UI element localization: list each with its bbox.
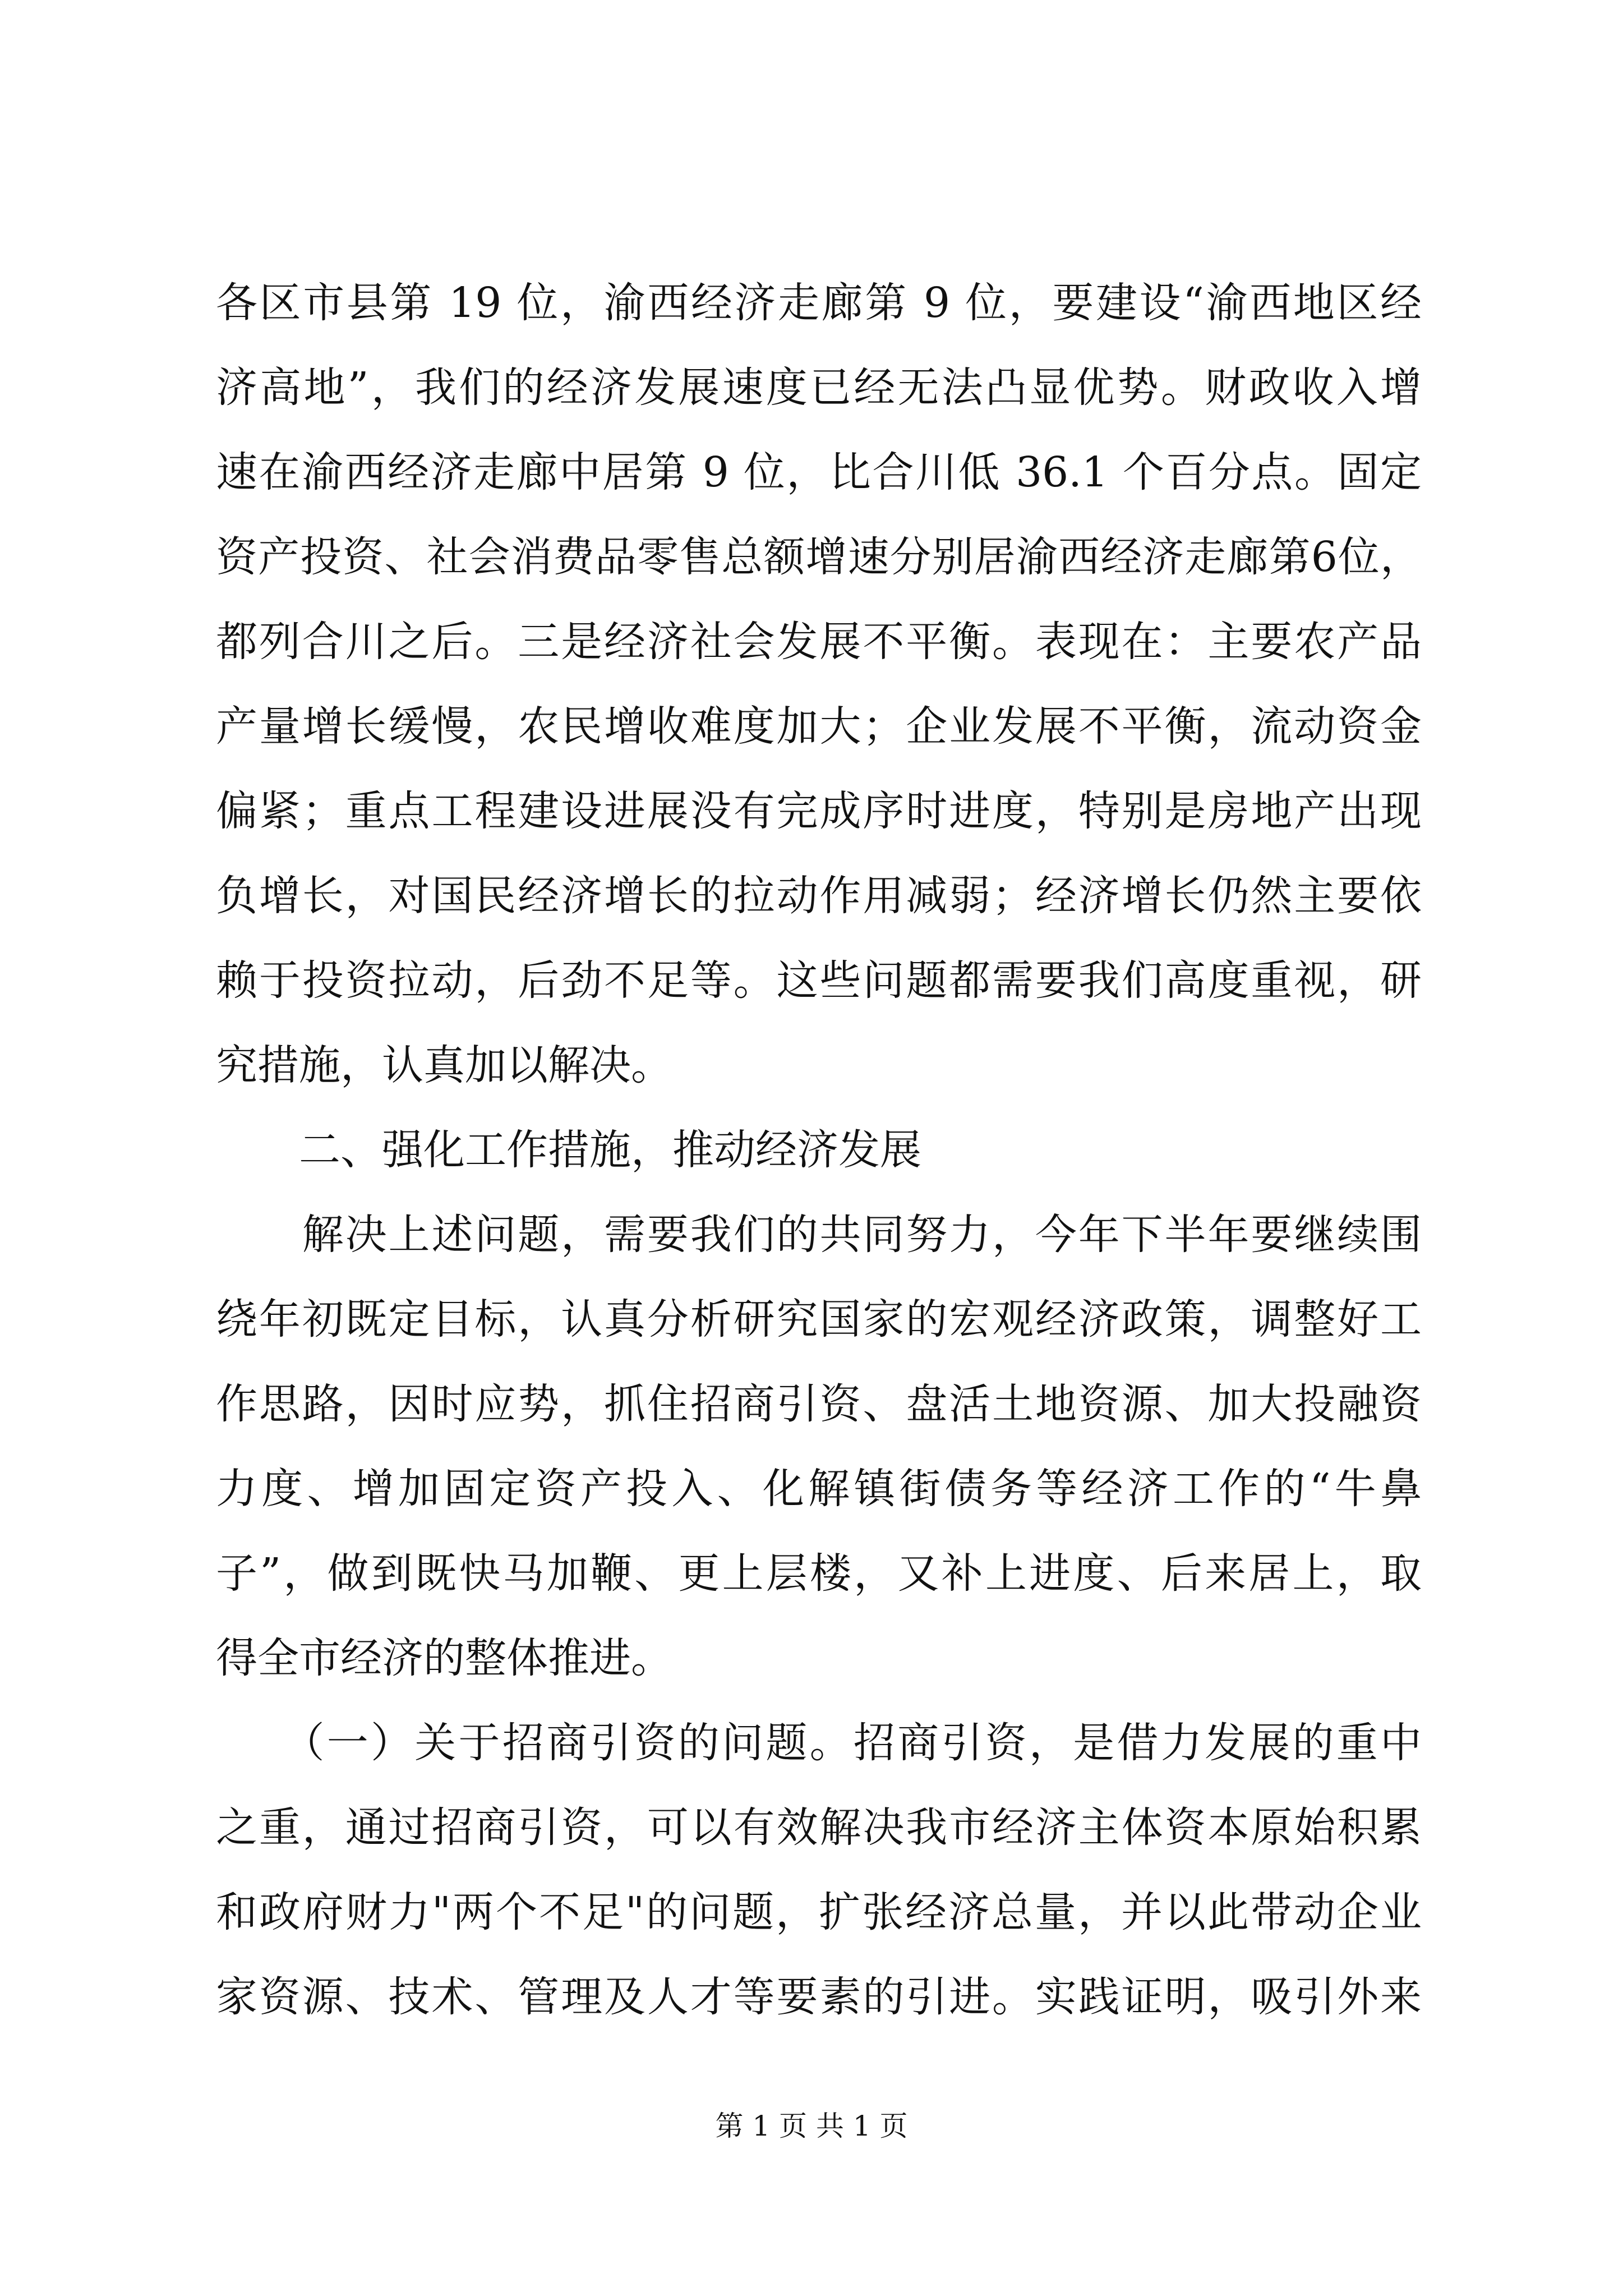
body-line-12: 解决上述问题，需要我们的共同努力，今年下半年要继续围 — [216, 1211, 1422, 1259]
body-line-8: 负增长，对国民经济增长的拉动作用减弱；经济增长仍然主要依 — [216, 872, 1422, 920]
body-line-13: 绕年初既定目标，认真分析研究国家的宏观经济政策，调整好工 — [216, 1295, 1422, 1343]
document-body — [216, 261, 1422, 2040]
body-line-17: 得全市经济的整体推进。 — [216, 1634, 672, 1682]
body-line-19: 之重，通过招商引资，可以有效解决我市经济主体资本原始积累 — [216, 1803, 1422, 1852]
body-line-5: 都列合川之后。三是经济社会发展不平衡。表现在：主要农产品 — [216, 618, 1422, 666]
body-line-7: 偏紧；重点工程建设进展没有完成序时进度，特别是房地产出现 — [216, 787, 1422, 835]
body-line-6: 产量增长缓慢，农民增收难度加大；企业发展不平衡，流动资金 — [216, 702, 1422, 751]
body-line-4: 资产投资、社会消费品零售总额增速分别居渝西经济走廊第6位， — [216, 533, 1422, 581]
section-heading: 二、强化工作措施，推动经济发展 — [216, 1126, 921, 1174]
body-line-9: 赖于投资拉动，后劲不足等。这些问题都需要我们高度重视，研 — [216, 956, 1422, 1005]
body-line-15: 力度、增加固定资产投入、化解镇街债务等经济工作的“牛鼻 — [216, 1465, 1422, 1513]
body-line-16: 子”，做到既快马加鞭、更上层楼，又补上进度、后来居上，取 — [216, 1549, 1422, 1598]
body-line-18: （一）关于招商引资的问题。招商引资，是借力发展的重中 — [216, 1719, 1422, 1767]
body-line-1: 各区市县第 19 位，渝西经济走廊第 9 位，要建设“渝西地区经 — [216, 279, 1422, 327]
page-footer: 第 1 页 共 1 页 — [715, 2110, 908, 2142]
body-line-20: 和政府财力"两个不足"的问题，扩张经济总量，并以此带动企业 — [216, 1888, 1422, 1936]
body-line-21: 家资源、技术、管理及人才等要素的引进。实践证明，吸引外来 — [216, 1973, 1422, 2021]
body-line-2: 济高地”，我们的经济发展速度已经无法凸显优势。财政收入增 — [216, 364, 1422, 412]
body-line-10: 究措施，认真加以解决。 — [216, 1041, 672, 1089]
body-line-14: 作思路，因时应势，抓住招商引资、盘活土地资源、加大投融资 — [216, 1380, 1422, 1428]
body-line-3: 速在渝西经济走廊中居第 9 位，比合川低 36.1 个百分点。固定 — [216, 448, 1422, 496]
